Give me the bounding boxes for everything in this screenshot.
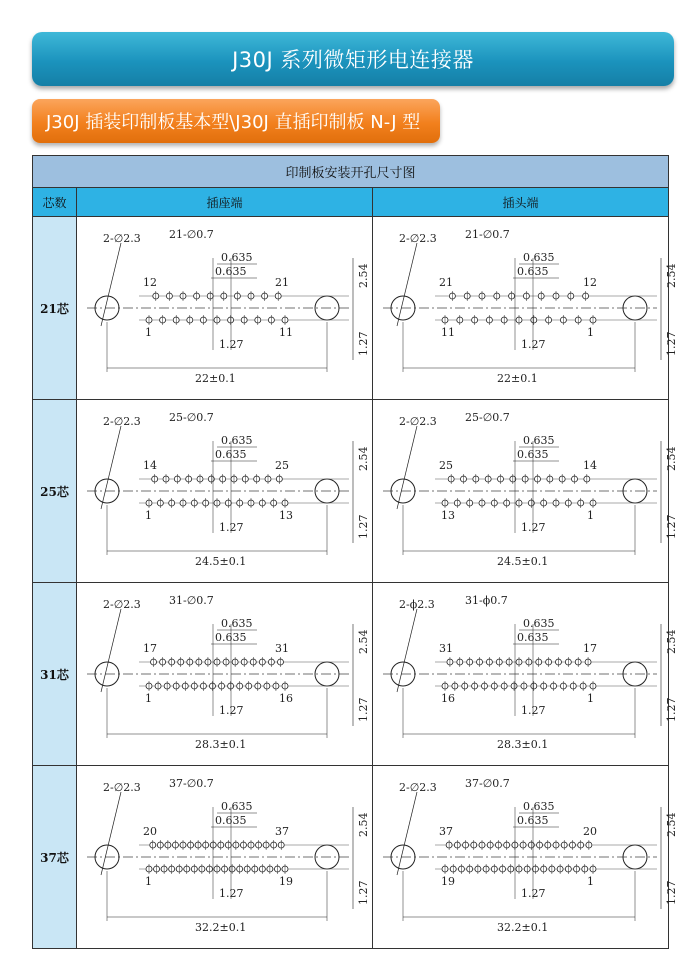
last-bottom-label: 11 <box>279 326 293 339</box>
height2-label: 1.27 <box>357 331 370 356</box>
height2-label: 1.27 <box>357 514 370 539</box>
pitch-a-label: 0.635 <box>523 617 555 630</box>
height-label: 2.54 <box>665 446 678 471</box>
pin-label: 21-∅0.7 <box>465 228 510 241</box>
width-label: 22±0.1 <box>195 372 236 385</box>
last-top-label: 12 <box>583 276 597 289</box>
socket-drawing <box>77 583 373 766</box>
pitch-a-label: 0.635 <box>221 617 253 630</box>
socket-diagram <box>77 401 372 581</box>
first-top-label: 14 <box>143 459 157 472</box>
pin-label: 25-∅0.7 <box>169 411 214 424</box>
width-label: 24.5±0.1 <box>497 555 549 568</box>
last-bottom-label: 16 <box>279 692 293 705</box>
col-pin-count: 芯数 <box>33 188 77 217</box>
plug-drawing <box>373 583 678 766</box>
pitch-b-label: 0.635 <box>215 448 247 461</box>
height2-label: 1.27 <box>665 331 678 356</box>
hole-label: 2-∅2.3 <box>103 415 141 428</box>
pitch-b-label: 0.635 <box>517 631 549 644</box>
height2-label: 1.27 <box>357 880 370 905</box>
plug-diagram <box>373 401 678 581</box>
row-pitch-label: 1.27 <box>521 704 546 717</box>
first-top-label: 20 <box>143 825 157 838</box>
row-label: 21芯 <box>33 217 77 400</box>
pitch-a-label: 0.635 <box>523 800 555 813</box>
last-top-label: 31 <box>275 642 289 655</box>
plug-diagram <box>373 767 678 947</box>
height2-label: 1.27 <box>665 514 678 539</box>
height-label: 2.54 <box>665 263 678 288</box>
pin-label: 25-∅0.7 <box>465 411 510 424</box>
pin-label: 31-∅0.7 <box>169 594 214 607</box>
last-bottom-label: 1 <box>587 692 594 705</box>
row-pitch-label: 1.27 <box>521 338 546 351</box>
first-bottom-label: 1 <box>145 326 152 339</box>
first-top-label: 21 <box>439 276 453 289</box>
socket-diagram <box>77 218 372 398</box>
height-label: 2.54 <box>665 812 678 837</box>
section-title: J30J 插装印制板基本型\J30J 直插印制板 N-J 型 <box>46 112 421 133</box>
first-bottom-label: 1 <box>145 692 152 705</box>
last-top-label: 37 <box>275 825 289 838</box>
table-title: 印制板安装开孔尺寸图 <box>33 156 669 188</box>
first-bottom-label: 1 <box>145 875 152 888</box>
first-bottom-label: 13 <box>441 509 455 522</box>
section-banner <box>32 99 440 143</box>
page-title: J30J 系列微矩形电连接器 <box>232 48 474 72</box>
pitch-a-label: 0.635 <box>221 251 253 264</box>
first-bottom-label: 19 <box>441 875 455 888</box>
first-bottom-label: 11 <box>441 326 455 339</box>
row-pitch-label: 1.27 <box>521 887 546 900</box>
first-bottom-label: 16 <box>441 692 455 705</box>
first-top-label: 31 <box>439 642 453 655</box>
socket-diagram <box>77 767 372 947</box>
last-top-label: 17 <box>583 642 597 655</box>
hole-label: 2-∅2.3 <box>399 232 437 245</box>
hole-label: 2-∅2.3 <box>103 781 141 794</box>
socket-drawing <box>77 217 373 400</box>
first-bottom-label: 1 <box>145 509 152 522</box>
last-top-label: 20 <box>583 825 597 838</box>
row-pitch-label: 1.27 <box>219 521 244 534</box>
height2-label: 1.27 <box>665 697 678 722</box>
table-row <box>33 217 669 400</box>
pitch-b-label: 0.635 <box>215 814 247 827</box>
row-label: 31芯 <box>33 583 77 766</box>
first-top-label: 25 <box>439 459 453 472</box>
pitch-b-label: 0.635 <box>215 631 247 644</box>
pitch-a-label: 0.635 <box>523 251 555 264</box>
width-label: 28.3±0.1 <box>497 738 549 751</box>
socket-drawing <box>77 400 373 583</box>
plug-diagram <box>373 584 678 764</box>
socket-drawing <box>77 766 373 949</box>
width-label: 24.5±0.1 <box>195 555 247 568</box>
height2-label: 1.27 <box>665 880 678 905</box>
height-label: 2.54 <box>357 446 370 471</box>
column-header-row <box>33 188 669 217</box>
pitch-b-label: 0.635 <box>517 814 549 827</box>
hole-label: 2-∅2.3 <box>103 598 141 611</box>
last-bottom-label: 13 <box>279 509 293 522</box>
first-top-label: 12 <box>143 276 157 289</box>
last-top-label: 21 <box>275 276 289 289</box>
height-label: 2.54 <box>357 263 370 288</box>
dimension-table <box>32 155 678 949</box>
last-top-label: 14 <box>583 459 597 472</box>
pitch-b-label: 0.635 <box>517 448 549 461</box>
plug-diagram <box>373 218 678 398</box>
pin-label: 21-∅0.7 <box>169 228 214 241</box>
table-row <box>33 400 669 583</box>
hole-label: 2-∅2.3 <box>399 415 437 428</box>
pitch-a-label: 0.635 <box>221 434 253 447</box>
row-pitch-label: 1.27 <box>219 338 244 351</box>
row-pitch-label: 1.27 <box>219 704 244 717</box>
pitch-b-label: 0.635 <box>215 265 247 278</box>
socket-diagram <box>77 584 372 764</box>
height-label: 2.54 <box>665 629 678 654</box>
pin-label: 37-∅0.7 <box>169 777 214 790</box>
row-label: 37芯 <box>33 766 77 949</box>
hole-label: 2-∅2.3 <box>103 232 141 245</box>
last-bottom-label: 1 <box>587 326 594 339</box>
table-row <box>33 583 669 766</box>
last-bottom-label: 1 <box>587 875 594 888</box>
pitch-a-label: 0.635 <box>523 434 555 447</box>
plug-drawing <box>373 400 678 583</box>
last-bottom-label: 19 <box>279 875 293 888</box>
pitch-b-label: 0.635 <box>517 265 549 278</box>
page-banner <box>32 32 674 86</box>
width-label: 32.2±0.1 <box>195 921 247 934</box>
col-plug: 插头端 <box>373 188 669 217</box>
height-label: 2.54 <box>357 812 370 837</box>
first-top-label: 17 <box>143 642 157 655</box>
plug-drawing <box>373 217 678 400</box>
height-label: 2.54 <box>357 629 370 654</box>
first-top-label: 37 <box>439 825 453 838</box>
pitch-a-label: 0.635 <box>221 800 253 813</box>
width-label: 22±0.1 <box>497 372 538 385</box>
row-label: 25芯 <box>33 400 77 583</box>
width-label: 28.3±0.1 <box>195 738 247 751</box>
table-row <box>33 766 669 949</box>
hole-label: 2-ϕ2.3 <box>399 598 435 611</box>
pin-label: 31-ϕ0.7 <box>465 594 508 607</box>
hole-label: 2-∅2.3 <box>399 781 437 794</box>
height2-label: 1.27 <box>357 697 370 722</box>
last-top-label: 25 <box>275 459 289 472</box>
row-pitch-label: 1.27 <box>219 887 244 900</box>
plug-drawing <box>373 766 678 949</box>
row-pitch-label: 1.27 <box>521 521 546 534</box>
width-label: 32.2±0.1 <box>497 921 549 934</box>
col-socket: 插座端 <box>77 188 373 217</box>
last-bottom-label: 1 <box>587 509 594 522</box>
pin-label: 37-∅0.7 <box>465 777 510 790</box>
